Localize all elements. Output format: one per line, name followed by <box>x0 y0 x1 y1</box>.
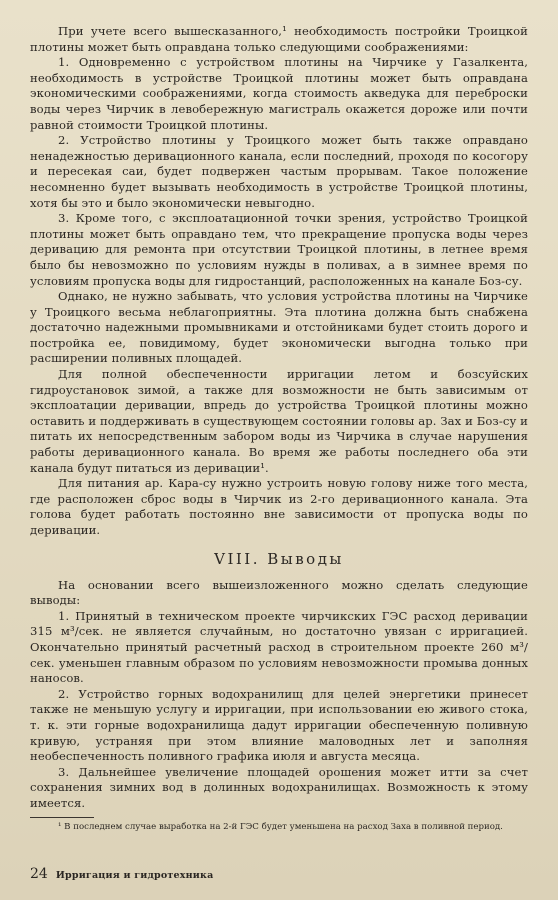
page-footer <box>30 866 213 882</box>
footnote: ¹ В последнем случае выработка на 2-й ГЭС будет уменьшена на расход Заха в поливной период. <box>58 821 503 832</box>
paragraph: При учете всего вышесказанного,¹ необходимость постройки Троицкой плотины может быть оправдана только следующими соображениями: <box>30 24 528 54</box>
paragraph: На основании всего вышеизложенного можно сделать следующие выводы: <box>30 577 528 608</box>
section-heading: VIII. Выводы <box>214 549 344 568</box>
page-number: 24 <box>30 866 48 882</box>
paragraph: 1. Принятый в техническом проекте чирчикских ГЭС расход деривации 315 м³/сек. не является случайным, но достаточно увязан с ирригацией. Окончательно принятый расчетный расход в строительном проекте 260 м³/сек. уменьшен главным образом по условиям невозможности промыва донных наносов. <box>30 608 528 686</box>
paragraph: 3. Кроме того, с эксплоатационной точки зрения, устройство Троицкой плотины может быть оправдано тем, что прекращение пропуска воды через деривацию для ремонта при отсутствии Троицкой плотины, в летнее время было бы невозможно по условиям нужды в поливах, а в зимнее время по условиям пропуска воды для гидростанций, расположенных на канале Боз-су. <box>30 211 528 288</box>
paragraph: 2. Устройство плотины у Троицкого может быть также оправдано ненадежностью деривационного канала, если последний, проходя по косогору и пересекая саи, будет подвержен частым прорывам. Такое положение несомненно будет вызывать необходимость в устройстве Троицкой плотины, хотя бы это и было экономически невыгодно. <box>30 133 528 210</box>
paragraph: Однако, не нужно забывать, что условия устройства плотины на Чирчике у Троицкого весьма неблагоприятны. Эта плотина должна быть снабжена достаточно надежными промывниками и отстойниками будет стоить дорого и постройка ее, повидимому, будет экономически выгодна только при расширении поливных площадей. <box>30 289 528 366</box>
paragraph: 3. Дальнейшее увеличение площадей орошения может итти за счет сохранения зимних вод в долинных водохранилищах. Возможность к этому имеется. <box>30 764 528 810</box>
paragraph: Для питания ар. Кара-су нужно устроить новую голову ниже того места, где расположен сброс воды в Чирчик из 2-го деривационного канала. Эта голова будет работать постоянно вне зависимости от пропуска воды по деривации. <box>30 476 528 537</box>
body-text <box>30 24 528 539</box>
journal-title: Ирригация и гидротехника <box>55 870 214 881</box>
conclusions-text <box>30 578 528 812</box>
paragraph: 1. Одновременно с устройством плотины на Чирчике у Газалкента, необходимость в устройстве Троицкой плотины может быть оправдана экономическими соображениями, когда стоимость акведука для переброски воды через Чирчик в левобережную магистраль окажется дороже или почти равной стоимости Троицкой плотины. <box>30 55 528 132</box>
paragraph: Для полной обеспеченности ирригации летом и бозсуйских гидроустановок зимой, а также для возможности не быть зависимым от эксплоатации деривации, впредь до устройства Троицкой плотины можно оставить и поддерживать в существующем состоянии головы ар. Зах и Боз-су и питать их непосредственным забором воды из Чирчика в случае нарушения работы деривационного канала. Во время же работы последнего оба эти канала будут питаться из деривации¹. <box>30 367 528 475</box>
footnote-divider <box>30 817 94 818</box>
paragraph: 2. Устройство горных водохранилищ для целей энергетики принесет также не меньшую услугу и ирригации, при использовании ею живого стока, т. к. эти горные водохранилища дадут ирригации обеспеченную поливную кривую, устраняя при этом влияние маловодных лет и заполняя необеспеченность поливного графика июля и августа месяца. <box>30 686 528 764</box>
